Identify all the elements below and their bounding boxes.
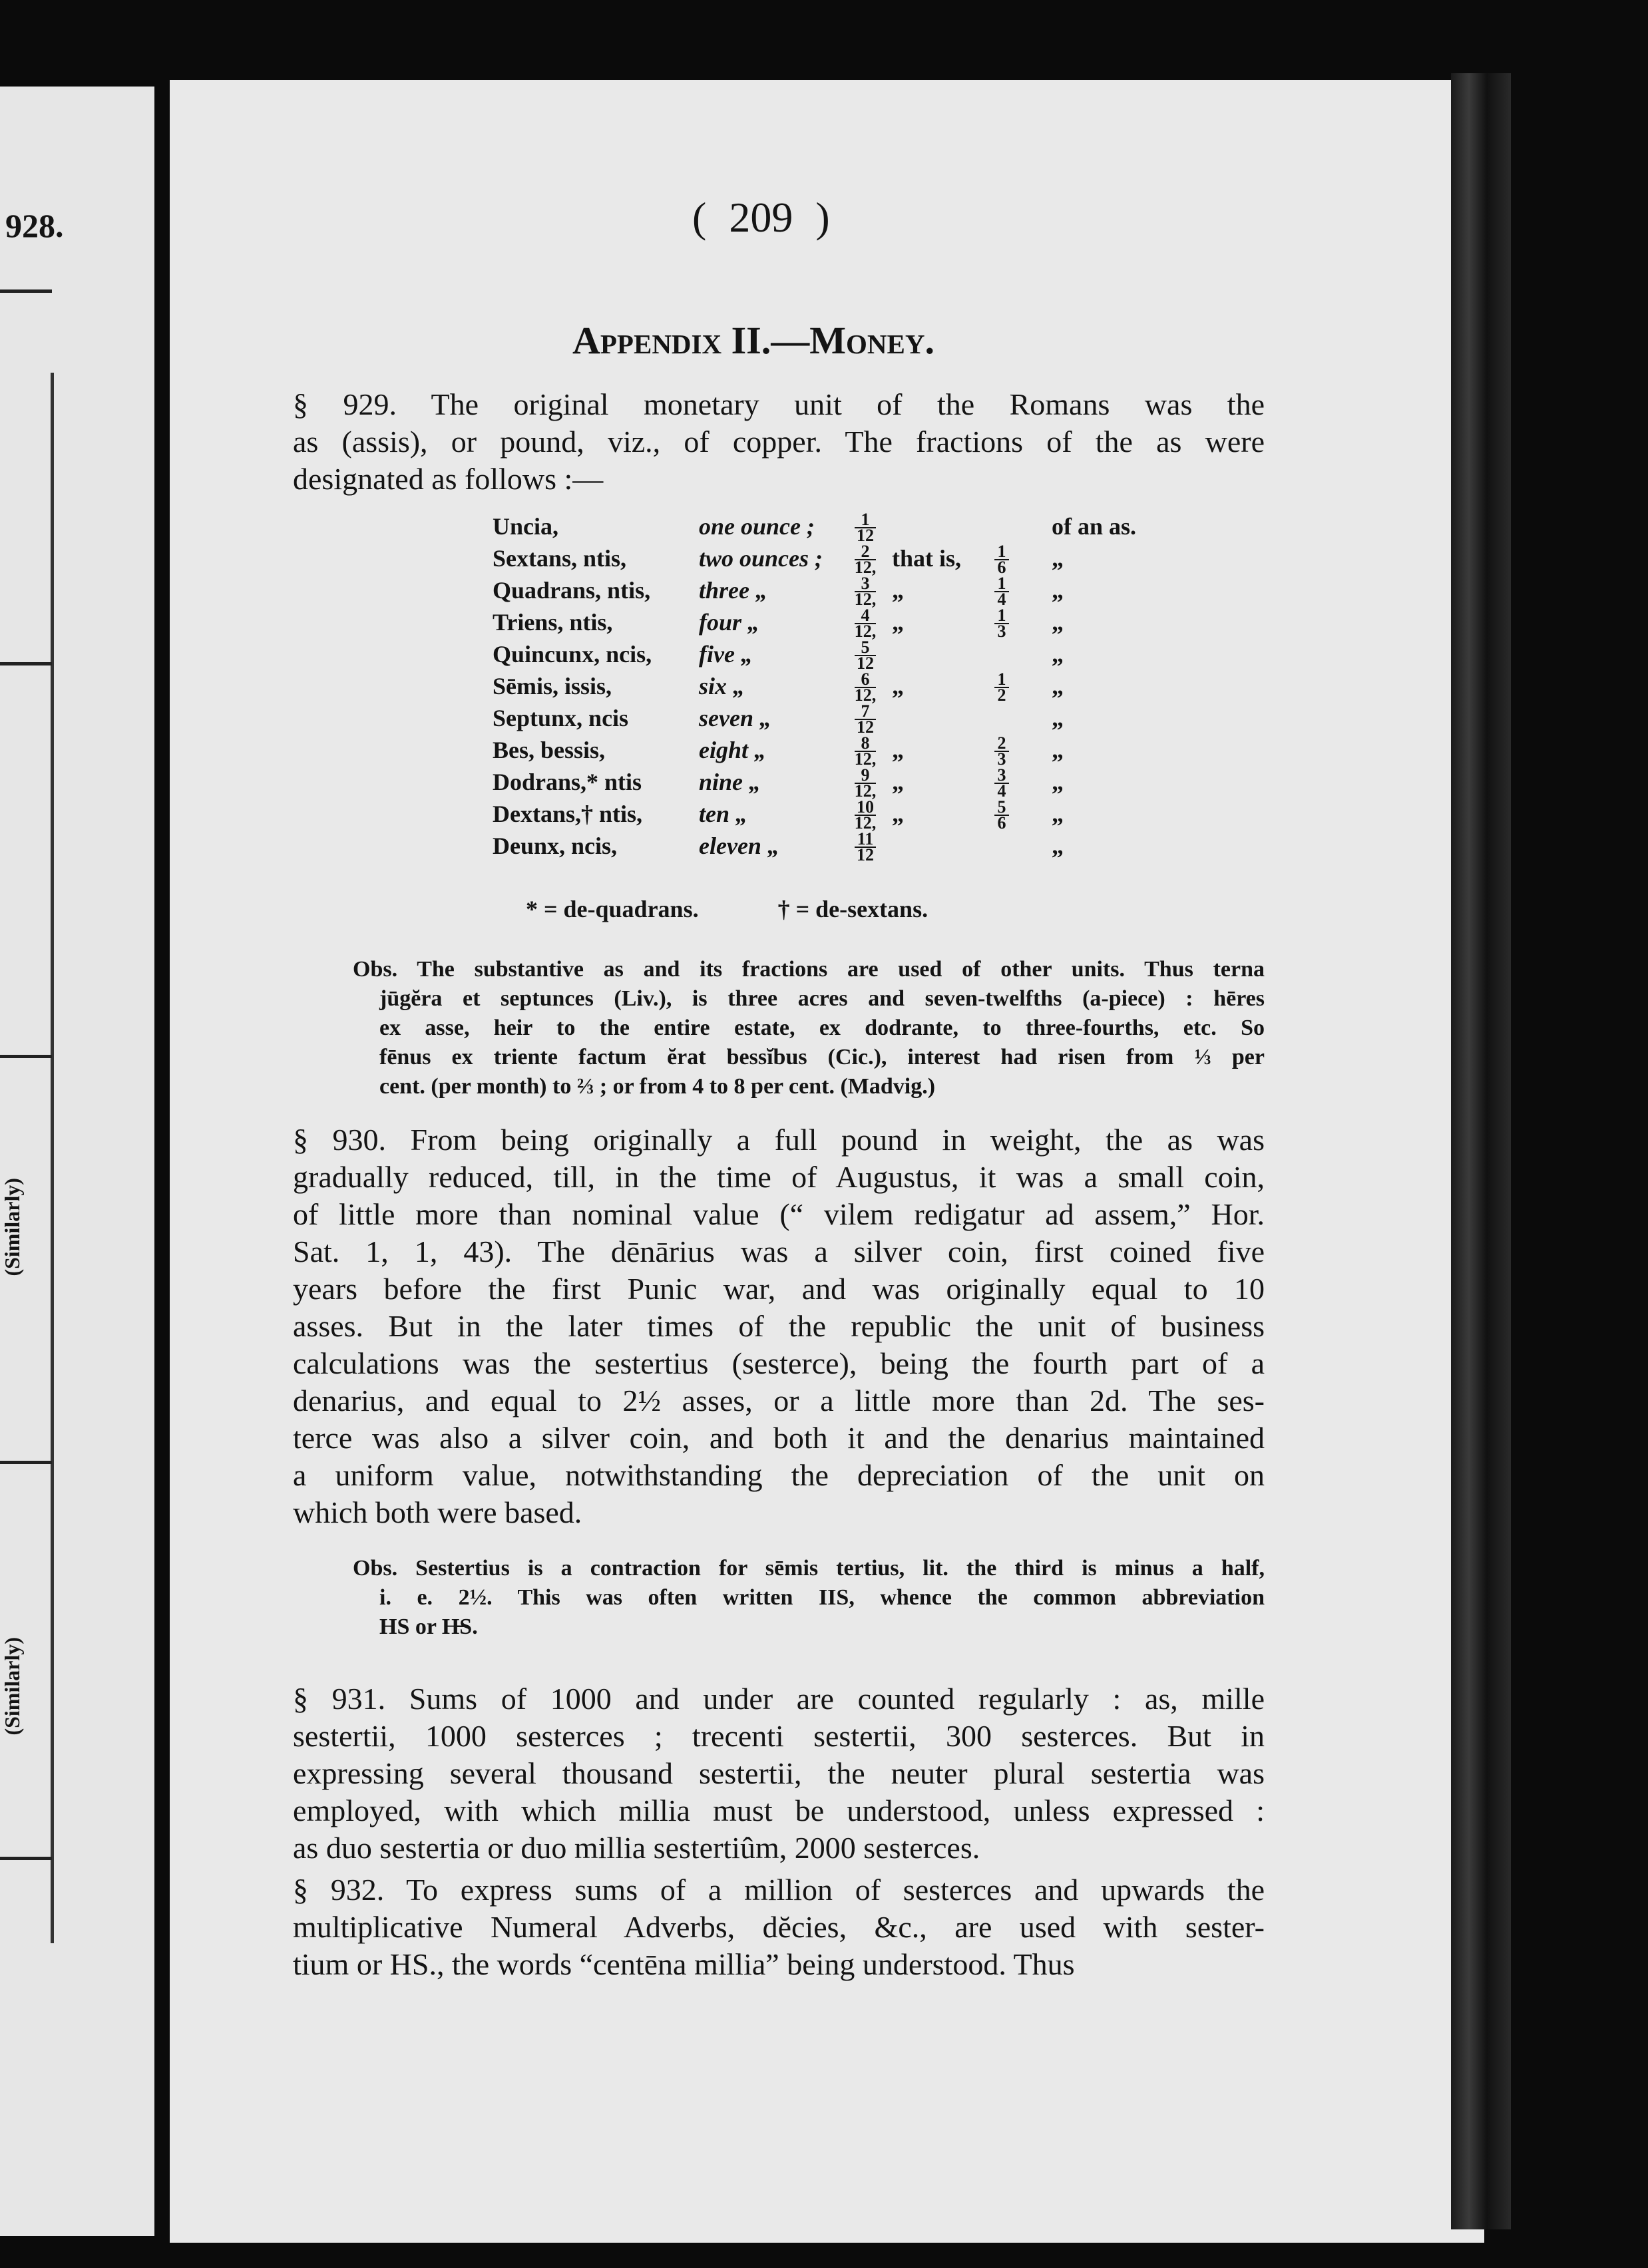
- appendix-title: Appendix II.—Money.: [572, 319, 934, 362]
- fraction-numerator: 9: [861, 765, 870, 785]
- fraction-of-an-as: „: [1052, 705, 1064, 731]
- page-edge-shadow: [1451, 73, 1511, 2229]
- fraction-twelfths: [852, 797, 879, 833]
- fraction-name: Triens, ntis,: [493, 609, 613, 636]
- previous-page-rotated-text: (Similarly): [0, 1178, 24, 1276]
- fraction-numerator: 2: [861, 542, 870, 561]
- fraction-name: Septunx, ncis: [493, 705, 629, 731]
- fraction-of-an-as: „: [1052, 673, 1064, 699]
- fraction-twelfths: [852, 608, 879, 639]
- fraction-numerator: 5: [861, 638, 870, 657]
- fraction-twelfths: [852, 765, 879, 801]
- text-line: i. e. 2½. This was often written IIS, whence the common abbreviation: [379, 1585, 1265, 1610]
- previous-page-rule: [0, 1461, 52, 1464]
- fraction-reduced: [992, 797, 1012, 833]
- reduced-numerator: 1: [997, 669, 1006, 689]
- table-footnotes: [526, 895, 1001, 923]
- fraction-twelfths: [852, 512, 879, 543]
- section-930: [293, 1121, 1265, 1531]
- reduced-numerator: 1: [997, 606, 1006, 625]
- fraction-that-is: „: [892, 769, 904, 795]
- text-line: terce was also a silver coin, and both it and the denarius maintained: [293, 1421, 1265, 1455]
- fraction-ounces: eleven „: [699, 833, 779, 859]
- fraction-name: Quincunx, ncis,: [493, 641, 652, 667]
- fraction-that-is: „: [892, 801, 904, 827]
- text-line: § 929. The original monetary unit of the Romans was the: [293, 387, 1265, 421]
- fraction-numerator: 10: [857, 797, 874, 817]
- fraction-denominator: 12,: [854, 781, 877, 801]
- reduced-denominator: 4: [997, 590, 1006, 609]
- fraction-ounces: six „: [699, 673, 745, 699]
- reduced-denominator: 4: [997, 781, 1006, 801]
- fraction-ounces: seven „: [699, 705, 771, 731]
- fraction-denominator: 12,: [854, 590, 877, 609]
- fraction-that-is: that is,: [892, 545, 962, 572]
- text-line: as duo sestertia or duo millia sestertiûm, 2000 sesterces.: [293, 1831, 980, 1865]
- reduced-denominator: 2: [997, 685, 1006, 705]
- fraction-denominator: 12,: [854, 558, 877, 577]
- fraction-name: Uncia,: [493, 513, 558, 540]
- fraction-row: [493, 765, 1132, 801]
- fraction-of-an-as: „: [1052, 641, 1064, 667]
- reduced-numerator: 1: [997, 574, 1006, 593]
- previous-page-rule: [0, 1857, 52, 1860]
- fraction-ounces: five „: [699, 641, 753, 667]
- text-line: HS or H̶S.: [379, 1614, 478, 1639]
- fraction-numerator: 6: [861, 669, 870, 689]
- fraction-denominator: 12: [857, 654, 874, 673]
- text-line: asses. But in the later times of the republic the unit of business: [293, 1309, 1265, 1343]
- fraction-reduced: [992, 544, 1012, 575]
- section-931: [293, 1680, 1265, 1867]
- fraction-of-an-as: „: [1052, 545, 1064, 572]
- text-line: Obs. Sestertius is a contraction for sēmis tertius, lit. the third is minus a half,: [353, 1556, 1265, 1581]
- fraction-of-an-as: „: [1052, 577, 1064, 604]
- fraction-denominator: 12,: [854, 749, 877, 769]
- text-line: years before the first Punic war, and was originally equal to 10: [293, 1272, 1265, 1306]
- text-line: which both were based.: [293, 1495, 582, 1529]
- previous-page-rule: [0, 289, 52, 293]
- footnote-dodrans: * = de-quadrans.: [526, 896, 699, 922]
- footnote-dextans: † = de-sextans.: [777, 896, 928, 922]
- fraction-name: Sēmis, issis,: [493, 673, 612, 699]
- reduced-numerator: 3: [997, 765, 1006, 785]
- previous-page-column-rule: [51, 373, 54, 1943]
- fraction-ounces: two ounces ;: [699, 545, 823, 572]
- fraction-ounces: three „: [699, 577, 767, 604]
- fraction-denominator: 12,: [854, 813, 877, 833]
- text-line: gradually reduced, till, in the time of Augustus, it was a small coin,: [293, 1160, 1265, 1194]
- text-line: multiplicative Numeral Adverbs, dĕcies, &c., are used with sester-: [293, 1910, 1265, 1944]
- previous-page-rule: [0, 662, 52, 665]
- page-number: ( 209 ): [692, 194, 830, 241]
- text-line: designated as follows :—: [293, 462, 604, 496]
- section-932: [293, 1871, 1265, 1983]
- fraction-name: Dextans,† ntis,: [493, 801, 643, 827]
- fraction-that-is: „: [892, 673, 904, 699]
- fraction-row: [493, 829, 1132, 864]
- fraction-that-is: „: [892, 737, 904, 763]
- fraction-ounces: nine „: [699, 769, 761, 795]
- fraction-name: Bes, bessis,: [493, 737, 606, 763]
- text-line: § 931. Sums of 1000 and under are counted regularly : as, mille: [293, 1682, 1265, 1716]
- fraction-that-is: „: [892, 577, 904, 604]
- reduced-numerator: 5: [997, 797, 1006, 817]
- fraction-denominator: 12,: [854, 622, 877, 641]
- fraction-twelfths: [852, 733, 879, 769]
- text-line: as (assis), or pound, viz., of copper. The fractions of the as were: [293, 425, 1265, 459]
- fraction-row: [493, 608, 1132, 640]
- reduced-denominator: 3: [997, 749, 1006, 769]
- previous-page-rule: [0, 1055, 52, 1058]
- fraction-numerator: 7: [861, 701, 870, 721]
- fraction-reduced: [992, 576, 1012, 607]
- text-line: sestertii, 1000 sesterces ; trecenti sestertii, 300 sesterces. But in: [293, 1719, 1265, 1753]
- fraction-row: [493, 701, 1132, 737]
- fraction-reduced: [992, 608, 1012, 639]
- text-line: jūgĕra et septunces (Liv.), is three acres and seven-twelfths (a-piece) : hēres: [379, 986, 1265, 1011]
- fraction-name: Dodrans,* ntis: [493, 769, 642, 795]
- observation-930: [353, 1554, 1265, 1642]
- text-line: § 930. From being originally a full pound in weight, the as was: [293, 1123, 1265, 1157]
- fraction-numerator: 3: [861, 574, 870, 593]
- text-line: § 932. To express sums of a million of sesterces and upwards the: [293, 1873, 1265, 1907]
- text-line: tium or HS., the words “centēna millia” being understood. Thus: [293, 1947, 1075, 1981]
- fraction-of-an-as: „: [1052, 769, 1064, 795]
- fraction-denominator: 12: [857, 526, 874, 545]
- fraction-denominator: 12: [857, 717, 874, 737]
- fraction-of-an-as: „: [1052, 737, 1064, 763]
- previous-page-number: 928.: [5, 207, 64, 244]
- observation-929: [353, 955, 1265, 1101]
- reduced-denominator: 6: [997, 813, 1006, 833]
- fraction-twelfths: [852, 701, 879, 737]
- fraction-twelfths: [852, 544, 879, 575]
- fraction-name: Deunx, ncis,: [493, 833, 618, 859]
- fraction-of-an-as: „: [1052, 833, 1064, 859]
- text-line: employed, with which millia must be understood, unless expressed :: [293, 1794, 1265, 1827]
- text-line: cent. (per month) to ⅔ ; or from 4 to 8 per cent. (Madvig.): [379, 1074, 936, 1099]
- fraction-numerator: 8: [861, 733, 870, 753]
- fraction-reduced: [992, 669, 1012, 705]
- fraction-ounces: ten „: [699, 801, 748, 827]
- text-line: a uniform value, notwithstanding the depreciation of the unit on: [293, 1458, 1265, 1492]
- fraction-ounces: eight „: [699, 737, 767, 763]
- text-line: Sat. 1, 1, 43). The dēnārius was a silver coin, first coined five: [293, 1234, 1265, 1268]
- fraction-numerator: 1: [861, 510, 870, 529]
- fraction-numerator: 4: [861, 606, 870, 625]
- fraction-twelfths: [852, 829, 879, 864]
- fraction-reduced: [992, 765, 1012, 801]
- text-line: Obs. The substantive as and its fractions are used of other units. Thus terna: [353, 957, 1265, 982]
- fraction-row: [493, 544, 1132, 576]
- fraction-twelfths: [852, 576, 879, 607]
- previous-page-strip: [0, 87, 154, 2236]
- reduced-denominator: 3: [997, 622, 1006, 641]
- text-line: ex asse, heir to the entire estate, ex dodrante, to three-fourths, etc. So: [379, 1016, 1265, 1040]
- fraction-denominator: 12,: [854, 685, 877, 705]
- fraction-numerator: 11: [857, 829, 874, 849]
- fraction-name: Quadrans, ntis,: [493, 577, 651, 604]
- text-line: denarius, and equal to 2½ asses, or a little more than 2d. The ses-: [293, 1384, 1265, 1418]
- fraction-row: [493, 510, 1137, 545]
- fraction-of-an-as: „: [1052, 609, 1064, 636]
- reduced-denominator: 6: [997, 558, 1006, 577]
- text-line: of little more than nominal value (“ vilem redigatur ad assem,” Hor.: [293, 1197, 1265, 1231]
- fraction-row: [493, 797, 1132, 833]
- fraction-reduced: [992, 733, 1012, 769]
- fraction-row: [493, 640, 1132, 672]
- fraction-row: [493, 669, 1132, 705]
- text-line: expressing several thousand sestertii, the neuter plural sestertia was: [293, 1756, 1265, 1790]
- text-line: fēnus ex triente factum ĕrat bessĭbus (Cic.), interest had risen from ⅓ per: [379, 1045, 1265, 1069]
- fraction-name: Sextans, ntis,: [493, 545, 627, 572]
- previous-page-rotated-text: (Similarly): [0, 1637, 24, 1736]
- fraction-row: [493, 733, 1132, 769]
- text-line: calculations was the sestertius (sesterce), being the fourth part of a: [293, 1346, 1265, 1380]
- reduced-numerator: 1: [997, 542, 1006, 561]
- fraction-twelfths: [852, 640, 879, 671]
- reduced-numerator: 2: [997, 733, 1006, 753]
- fraction-that-is: „: [892, 609, 904, 636]
- fraction-row: [493, 576, 1132, 608]
- fraction-denominator: 12: [857, 845, 874, 864]
- fraction-of-an-as: of an as.: [1052, 513, 1137, 540]
- fraction-twelfths: [852, 669, 879, 705]
- fraction-ounces: four „: [699, 609, 760, 636]
- fraction-ounces: one ounce ;: [699, 513, 815, 540]
- section-929: [293, 386, 1265, 498]
- fraction-of-an-as: „: [1052, 801, 1064, 827]
